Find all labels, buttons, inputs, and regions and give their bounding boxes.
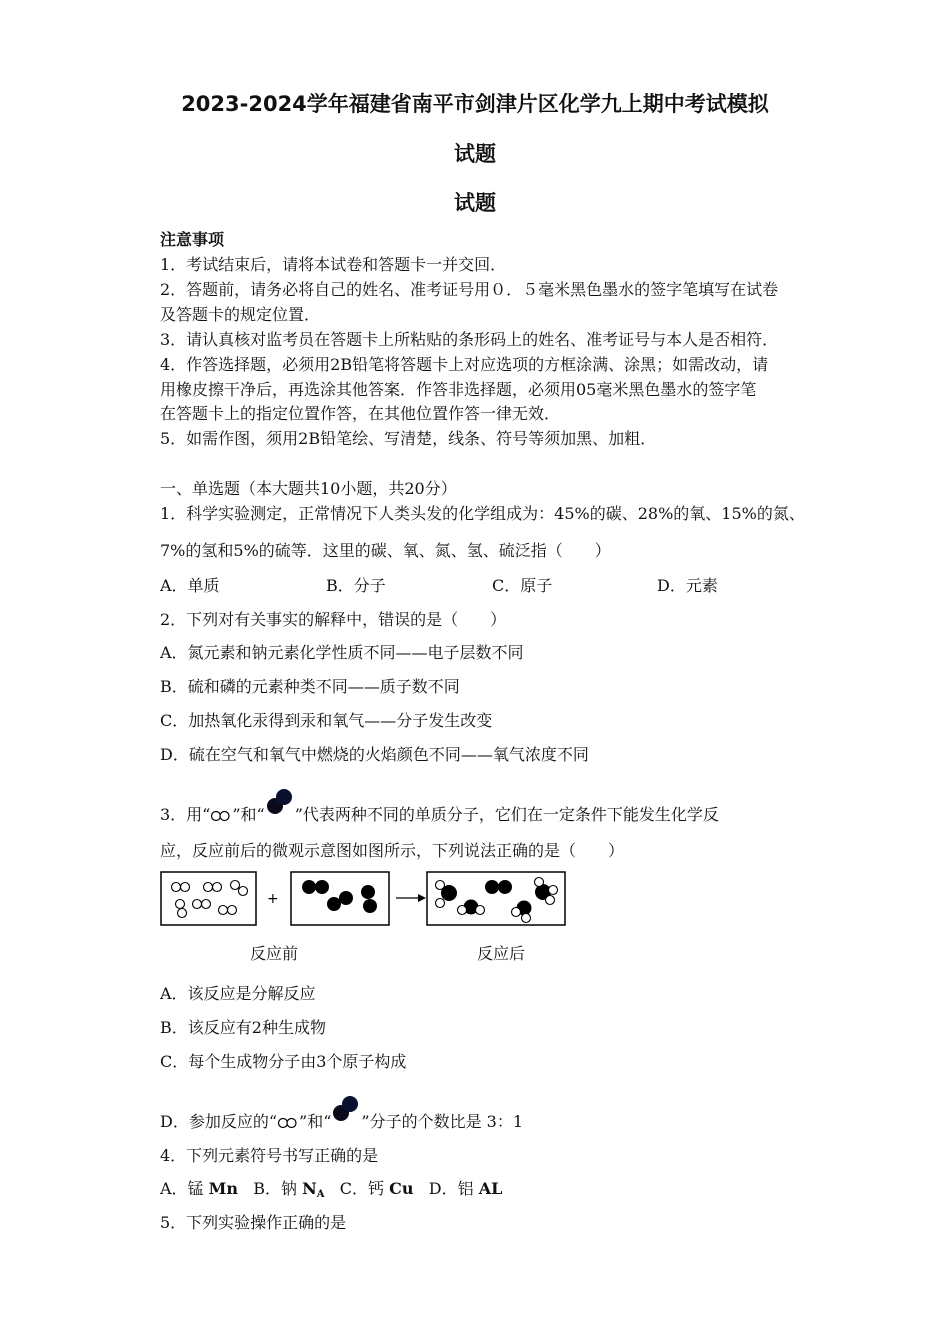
question-4-stem: 4．下列元素符号书写正确的是 [160,1146,379,1165]
question-4-options [160,1176,502,1200]
question-4-option-d-symbol: AL [478,1179,503,1198]
question-2-stem: 2．下列对有关事实的解释中，错误的是（ ） [160,610,507,629]
question-3-stem [160,788,719,825]
caption-before-reaction: 反应前 [250,944,299,963]
question-4-option-c-label: C．钙 [339,1179,385,1198]
black-molecule-icon [331,1095,361,1123]
question-3-stem-line2: 应，反应前后的微观示意图如图所示，下列说法正确的是（ ） [160,841,625,860]
question-3-option-c: C．每个生成物分子由3个原子构成 [160,1052,407,1071]
page-title: 2023-2024学年福建省南平市剑津片区化学九上期中考试模拟 [181,92,769,116]
arrow-icon [418,894,426,902]
question-4-option-a-symbol: Mn [208,1179,238,1198]
question-5-stem: 5．下列实验操作正确的是 [160,1213,347,1232]
question-3-option-d-part: ”分子的个数比是 3：1 [361,1112,524,1131]
plus-sign: + [267,891,279,907]
notice-item: 4．作答选择题，必须用2B铅笔将答题卡上对应选项的方框涂满、涂黑；如需改动，请 [160,355,769,374]
question-1-option-c: C．原子 [492,576,553,595]
question-2-option-c: C．加热氧化汞得到汞和氧气——分子发生改变 [160,711,493,730]
question-1-stem: 1．科学实验测定，正常情况下人类头发的化学组成为：45%的碳、28%的氧、15%的氮、 [160,504,805,523]
page-title-line2: 试题 [454,142,496,166]
reaction-diagram [160,870,570,930]
page-subtitle: 试题 [454,191,496,215]
notice-item: 2．答题前，请务必将自己的姓名、准考证号用０．５毫米黑色墨水的签字笔填写在试卷 [160,280,779,299]
question-4-option-d-label: D．铝 [428,1179,474,1198]
question-3-stem-part: 3．用“ [160,805,211,824]
white-molecule-icon [277,1116,299,1130]
caption-after-reaction: 反应后 [477,944,526,963]
question-3-option-d [160,1095,523,1132]
question-2-option-b: B．硫和磷的元素种类不同——质子数不同 [160,677,460,696]
black-molecule-icon [265,788,295,816]
question-1-option-d: D．元素 [657,576,718,595]
white-molecule-icon [210,809,232,823]
question-3-option-a: A．该反应是分解反应 [160,984,316,1003]
question-4-option-b-subscript: A [316,1189,325,1200]
question-4-option-b-symbol: N [302,1179,317,1198]
question-4-option-c-symbol: Cu [389,1179,414,1198]
notice-item: 1．考试结束后，请将本试卷和答题卡一并交回． [160,255,507,274]
notice-item: 用橡皮擦干净后，再选涂其他答案．作答非选择题，必须用05毫米黑色墨水的签字笔 [160,380,757,399]
question-1-option-a: A．单质 [160,576,220,595]
question-3-option-b: B．该反应有2种生成物 [160,1018,326,1037]
section-heading: 一、单选题（本大题共10小题，共20分） [160,479,457,498]
question-2-option-d: D．硫在空气和氧气中燃烧的火焰颜色不同——氧气浓度不同 [160,745,589,764]
question-3-option-d-part: D．参加反应的“ [160,1112,278,1131]
question-2-option-a: A．氮元素和钠元素化学性质不同——电子层数不同 [160,643,524,662]
question-3-option-d-part: ”和“ [299,1112,332,1131]
notice-item: 及答题卡的规定位置． [160,305,321,324]
notice-item: 3．请认真核对监考员在答题卡上所粘贴的条形码上的姓名、准考证号与本人是否相符． [160,330,779,349]
question-4-option-b-label: B．钠 [253,1179,298,1198]
question-3-stem-part: ”和“ [232,805,265,824]
reactant-box-white [161,872,256,925]
question-4-option-a-label: A．锰 [160,1179,204,1198]
question-1-option-b: B．分子 [326,576,386,595]
notice-item: 在答题卡上的指定位置作答，在其他位置作答一律无效． [160,404,561,423]
question-1-stem-line2: 7%的氢和5%的硫等．这里的碳、氧、氮、氢、硫泛指（ ） [160,541,611,560]
notice-item: 5．如需作图，须用2B铅笔绘、写清楚，线条、符号等须加黑、加粗． [160,429,657,448]
notice-heading: 注意事项 [160,230,225,249]
question-3-stem-part: ”代表两种不同的单质分子，它们在一定条件下能发生化学反 [294,805,719,824]
